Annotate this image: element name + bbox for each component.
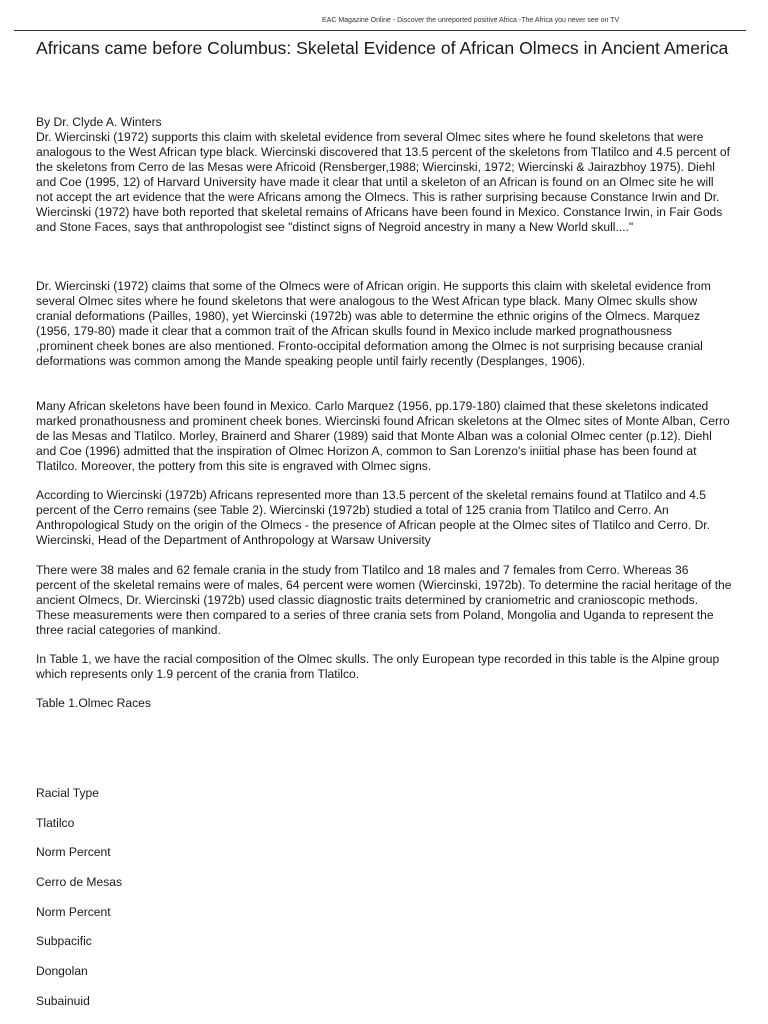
- header-divider: [14, 30, 746, 31]
- paragraph-2: Dr. Wiercinski (1972) claims that some of the Olmecs were of African origin. He supports this claim with skeletal evidence from several Olmec sites where he found skeletons that were analogous to the West African type black. Many Olmec skulls show cranial deformations (Pailles, 1980), yet Wiercinski (1972b) was able to determine the ethnic origins of the Olmecs. Marquez (1956, 179-80) made it clear that a common trait of the African skulls found in Mexico include marked prognathousness ,prominent cheek bones are also mentioned. Fronto-occipital deformation among the Olmec is not surprising because cranial deformations was common among the Mande speaking people until fairly recently (Desplanges, 1906).: [36, 279, 711, 368]
- article-title: Africans came before Columbus: Skeletal Evidence of African Olmecs in Ancient America: [36, 38, 729, 58]
- table-row: Norm Percent: [36, 845, 111, 860]
- paragraph-3: Many African skeletons have been found in Mexico. Carlo Marquez (1956, pp.179-180) claimed that these skeletons indicated marked pronathousness and prominent cheek bones. Wiercinski found African skeletons at the Olmec sites of Monte Alban, Cerro de las Mesas and Tlatilco. Morley, Brainerd and Sharer (1989) said that Monte Alban was a colonial Olmec center (p.12). Diehl and Coe (1996) admitted that the inspiration of Olmec Horizon A, common to San Lorenzo's iniitial phase has been found at Tlatilco. Moreover, the pottery from this site is engraved with Olmec signs.: [36, 399, 730, 473]
- page-header: EAC Magazine Online - Discover the unreported positive Africa -The Africa you never see on TV: [322, 17, 620, 24]
- table-row: Norm Percent: [36, 904, 111, 919]
- article-byline: By Dr. Clyde A. Winters: [36, 115, 162, 129]
- table-rows-list: [36, 786, 436, 1024]
- paragraph-6: In Table 1, we have the racial composition of the Olmec skulls. The only European type recorded in this table is the Alpine group which represents only 1.9 percent of the crania from Tlatilco.: [36, 652, 720, 681]
- table-row: Cerro de Mesas: [36, 875, 123, 890]
- table-row: Subainuid: [36, 993, 90, 1008]
- table-row: Dongolan: [36, 964, 88, 979]
- paragraph-5: There were 38 males and 62 female crania in the study from Tlatilco and 18 males and 7 females from Cerro. Whereas 36 percent of the skeletal remains were of males, 64 percent were women (Wiercinski, 1972b). To determine the racial heritage of the ancient Olmecs, Dr. Wiercinski (1972b) used classic diagnostic traits determined by craniometric and cranioscopic methods. These measurements were then compared to a series of three crania sets from Poland, Mongolia and Uganda to represent the three racial categories of mankind.: [36, 563, 732, 637]
- table-row: Subpacific: [36, 934, 92, 949]
- table-row: Tlatilco: [36, 815, 75, 830]
- paragraph-1: Dr. Wiercinski (1972) supports this claim with skeletal evidence from several Olmec sites where he found skeletons that were analogous to the West African type black. Wiercinski discovered that 13.5 percent of the skeletons from Tlatilco and 4.5 percent of the skeletons from Cerro de las Mesas were Africoid (Rensberger,1988; Wiercinski, 1972; Wiercinski & Jairazbhoy 1975). Diehl and Coe (1995, 12) of Harvard University have made it clear that until a skeleton of an African is found on an Olmec site he will not accept the art evidence that the were Africans among the Olmecs. This is rather surprising because Constance Irwin and Dr. Wiercinski (1972) have both reported that skeletal remains of Africans have been found in Mexico. Constance Irwin, in Fair Gods and Stone Faces, says that anthropologist see "distinct signs of Negroid ancestry in many a New World skull....": [36, 130, 730, 234]
- table-row: Racial Type: [36, 786, 99, 800]
- table-caption: Table 1.Olmec Races: [36, 696, 151, 710]
- paragraph-4: According to Wiercinski (1972b) Africans represented more than 13.5 percent of the skeletal remains found at Tlatilco and 4.5 percent of the Cerro remains (see Table 2). Wiercinski (1972b) studied a total of 125 crania from Tlatilco and Cerro. An Anthropological Study on the origin of the Olmecs - the presence of African people at the Olmec sites of Tlatilco and Cerro. Dr. Wiercinski, Head of the Department of Anthropology at Warsaw University: [36, 488, 711, 547]
